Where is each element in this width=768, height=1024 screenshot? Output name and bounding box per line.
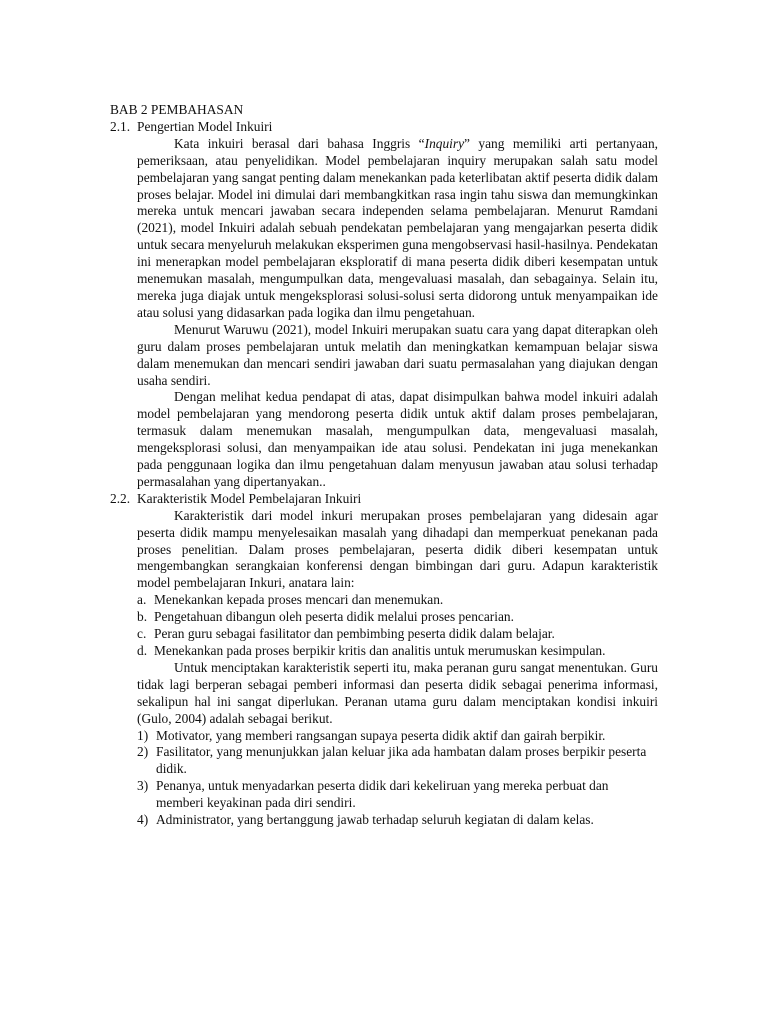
section-2-1-paragraph-3: Dengan melihat kedua pendapat di atas, dapat disimpulkan bahwa model inkuiri adalah model pembelajaran yang mendorong peserta didik untuk aktif dalam proses pembelajaran, termasuk dalam menemukan masalah, mengumpulkan data, mengevaluasi masalah, mengeksplorasi solusi, dan menyampaikan ide atau solusi. Pendekatan ini juga menekankan pada penggunaan logika dan ilmu pengetahuan dalam menyusun jawaban atau solusi terhadap permasalahan yang dipertanyakan.. [137,389,658,489]
chapter-title: BAB 2 PEMBAHASAN [110,102,244,117]
list-item: 1) Motivator, yang memberi rangsangan supaya peserta didik aktif dan gairah berpikir. [137,727,606,743]
section-2-1-heading [110,119,658,136]
teacher-roles-list [110,728,658,829]
section-2-1-paragraph-2: Menurut Waruwu (2021), model Inkuiri merupakan suatu cara yang dapat diterapkan oleh guru dalam proses pembelajaran untuk melatih dan meningkatkan kemampuan belajar siswa dalam menemukan dan mencari sendiri jawaban dari suatu permasalahan yang diajukan dengan usaha sendiri. [137,321,658,388]
section-2-1-title: Pengertian Model Inkuiri [137,118,273,134]
document-page [110,102,658,829]
list-item: 3) Penanya, untuk menyadarkan peserta didik dari kekeliruan yang mereka perbuat dan memberi keyakinan pada diri sendiri. [137,778,609,811]
inquiry-term: Inquiry [424,135,465,151]
section-2-1-paragraph-1: Kata inkuiri berasal dari bahasa Inggris “Inquiry” yang memiliki arti pertanyaan, pemeriksaan, atau penyelidikan. Model pembelajaran inquiry merupakan salah satu model pembelajaran yang sangat penting dalam menekankan pada keterlibatan aktif peserta didik dalam proses belajar. Model ini dimulai dari membangkitkan rasa ingin tahu siswa dan memungkinkan mereka untuk mencari jawaban secara independen selama pembelajaran. Menurut Ramdani (2021), model Inkuiri adalah sebuah pendekatan pembelajaran yang mengajarkan peserta didik untuk secara menyeluruh melakukan eksperimen guna mengobservasi hasil-hasilnya. Pendekatan ini menerapkan model pembelajaran eksploratif di mana peserta didik diberi kesempatan untuk menemukan masalah, mengumpulkan data, mengevaluasi masalah, dan sebagainya. Selain itu, mereka juga diajak untuk mengeksplorasi solusi-solusi serta didorong untuk menyampaikan ide atau solusi yang didasarkan pada logika dan ilmu pengetahuan. [137,135,658,320]
section-2-2-number: 2.2. [110,490,131,506]
list-item: 2) Fasilitator, yang menunjukkan jalan keluar jika ada hambatan dalam proses berpikir peserta didik. [137,744,647,777]
list-item: b. Pengetahuan dibangun oleh peserta didik melalui proses pencarian. [137,609,514,625]
list-item: d. Menekankan pada proses berpikir kritis dan analitis untuk merumuskan kesimpulan. [137,643,606,658]
section-2-1-number: 2.1. [110,118,131,134]
list-item: 4) Administrator, yang bertanggung jawab terhadap seluruh kegiatan di dalam kelas. [137,812,594,828]
section-2-2-title: Karakteristik Model Pembelajaran Inkuiri [137,490,362,506]
list-item: a. Menekankan kepada proses mencari dan menemukan. [137,592,444,608]
section-2-2-paragraph-2: Untuk menciptakan karakteristik seperti itu, maka peranan guru sangat menentukan. Guru tidak lagi berperan sebagai pemberi informasi dan peserta didik sebagai penerima informasi, sekalipun hal ini sangat diperlukan. Peranan utama guru dalam menciptakan kondisi inkuiri (Gulo, 2004) adalah sebagai berikut. [137,659,658,726]
section-2-2-paragraph-1: Karakteristik dari model inkuri merupakan proses pembelajaran yang didesain agar peserta didik mampu menyelesaikan masalah yang dihadapi dan memperkuat penekanan pada proses penelitian. Dalam proses pembelajaran, peserta didik diberi kesempatan untuk mengembangkan serangkaian konferensi dengan bimbingan dari guru. Adapun karakteristik model pembelajaran Inkuri, anatara lain: [137,507,658,591]
section-2-2-heading [110,491,658,508]
characteristics-list [110,592,658,660]
list-item: c. Peran guru sebagai fasilitator dan pembimbing peserta didik dalam belajar. [137,626,555,642]
